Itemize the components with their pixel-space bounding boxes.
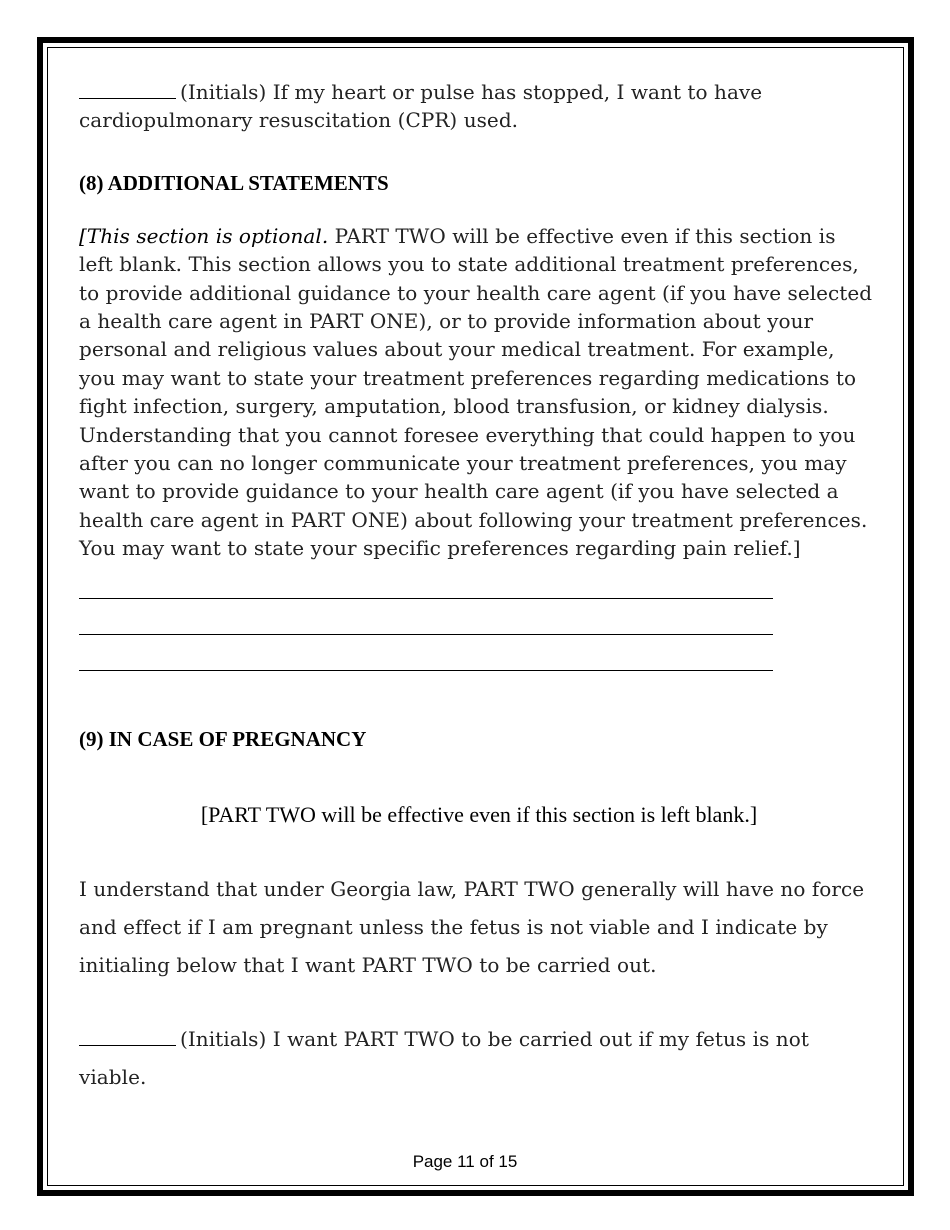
section-8-optional-lead: [This section is optional.: [79, 223, 329, 248]
section-8-heading: (8) ADDITIONAL STATEMENTS: [79, 170, 389, 195]
section-8-body-text: PART TWO will be effective even if this section is left blank. This section allows you to state additional treatment preferences, to provide additional guidance to your health care agent (if you have selected a health care agent in PART ONE), or to provide information about your personal and religious values about your medical treatment. For example, you may want to state your treatment preferences regarding medications to fight infection, surgery, amputation, blood transfusion, or kidney dialysis. Understanding that you cannot foresee everything that could happen to you after you can no longer communicate your treatment preferences, you may want to provide guidance to your health care agent (if you have selected a health care agent in PART ONE) about following your treatment preferences. You may want to state your specific preferences regarding pain relief.]: [79, 223, 873, 561]
pregnancy-initials-field[interactable]: [79, 1027, 176, 1046]
section-9-body: I understand that under Georgia law, PART TWO generally will have no force and effect if I am pregnant unless the fetus is not viable and I indicate by initialing below that I want PART TWO to be carried out.: [79, 876, 865, 977]
section-9-note: [PART TWO will be effective even if this section is left blank.]: [200, 801, 758, 827]
page-content: [79, 78, 879, 1096]
additional-statement-line[interactable]: [79, 635, 773, 671]
additional-statements-lines: [79, 563, 879, 671]
pregnancy-statement: [79, 1020, 859, 1096]
cpr-initials-field[interactable]: [79, 80, 176, 99]
section-9-heading: (9) IN CASE OF PREGNANCY: [79, 726, 367, 751]
additional-statement-line[interactable]: [79, 599, 773, 635]
page-number: Page 11 of 15: [412, 1152, 518, 1171]
cpr-statement: [79, 78, 819, 135]
pregnancy-statement-text: (Initials) I want PART TWO to be carried out if my fetus is not viable.: [79, 1026, 809, 1089]
section-8-body: [79, 222, 875, 563]
cpr-statement-text: (Initials) If my heart or pulse has stopped, I want to have cardiopulmonary resuscitation (CPR) used.: [79, 80, 763, 133]
additional-statement-line[interactable]: [79, 563, 773, 599]
